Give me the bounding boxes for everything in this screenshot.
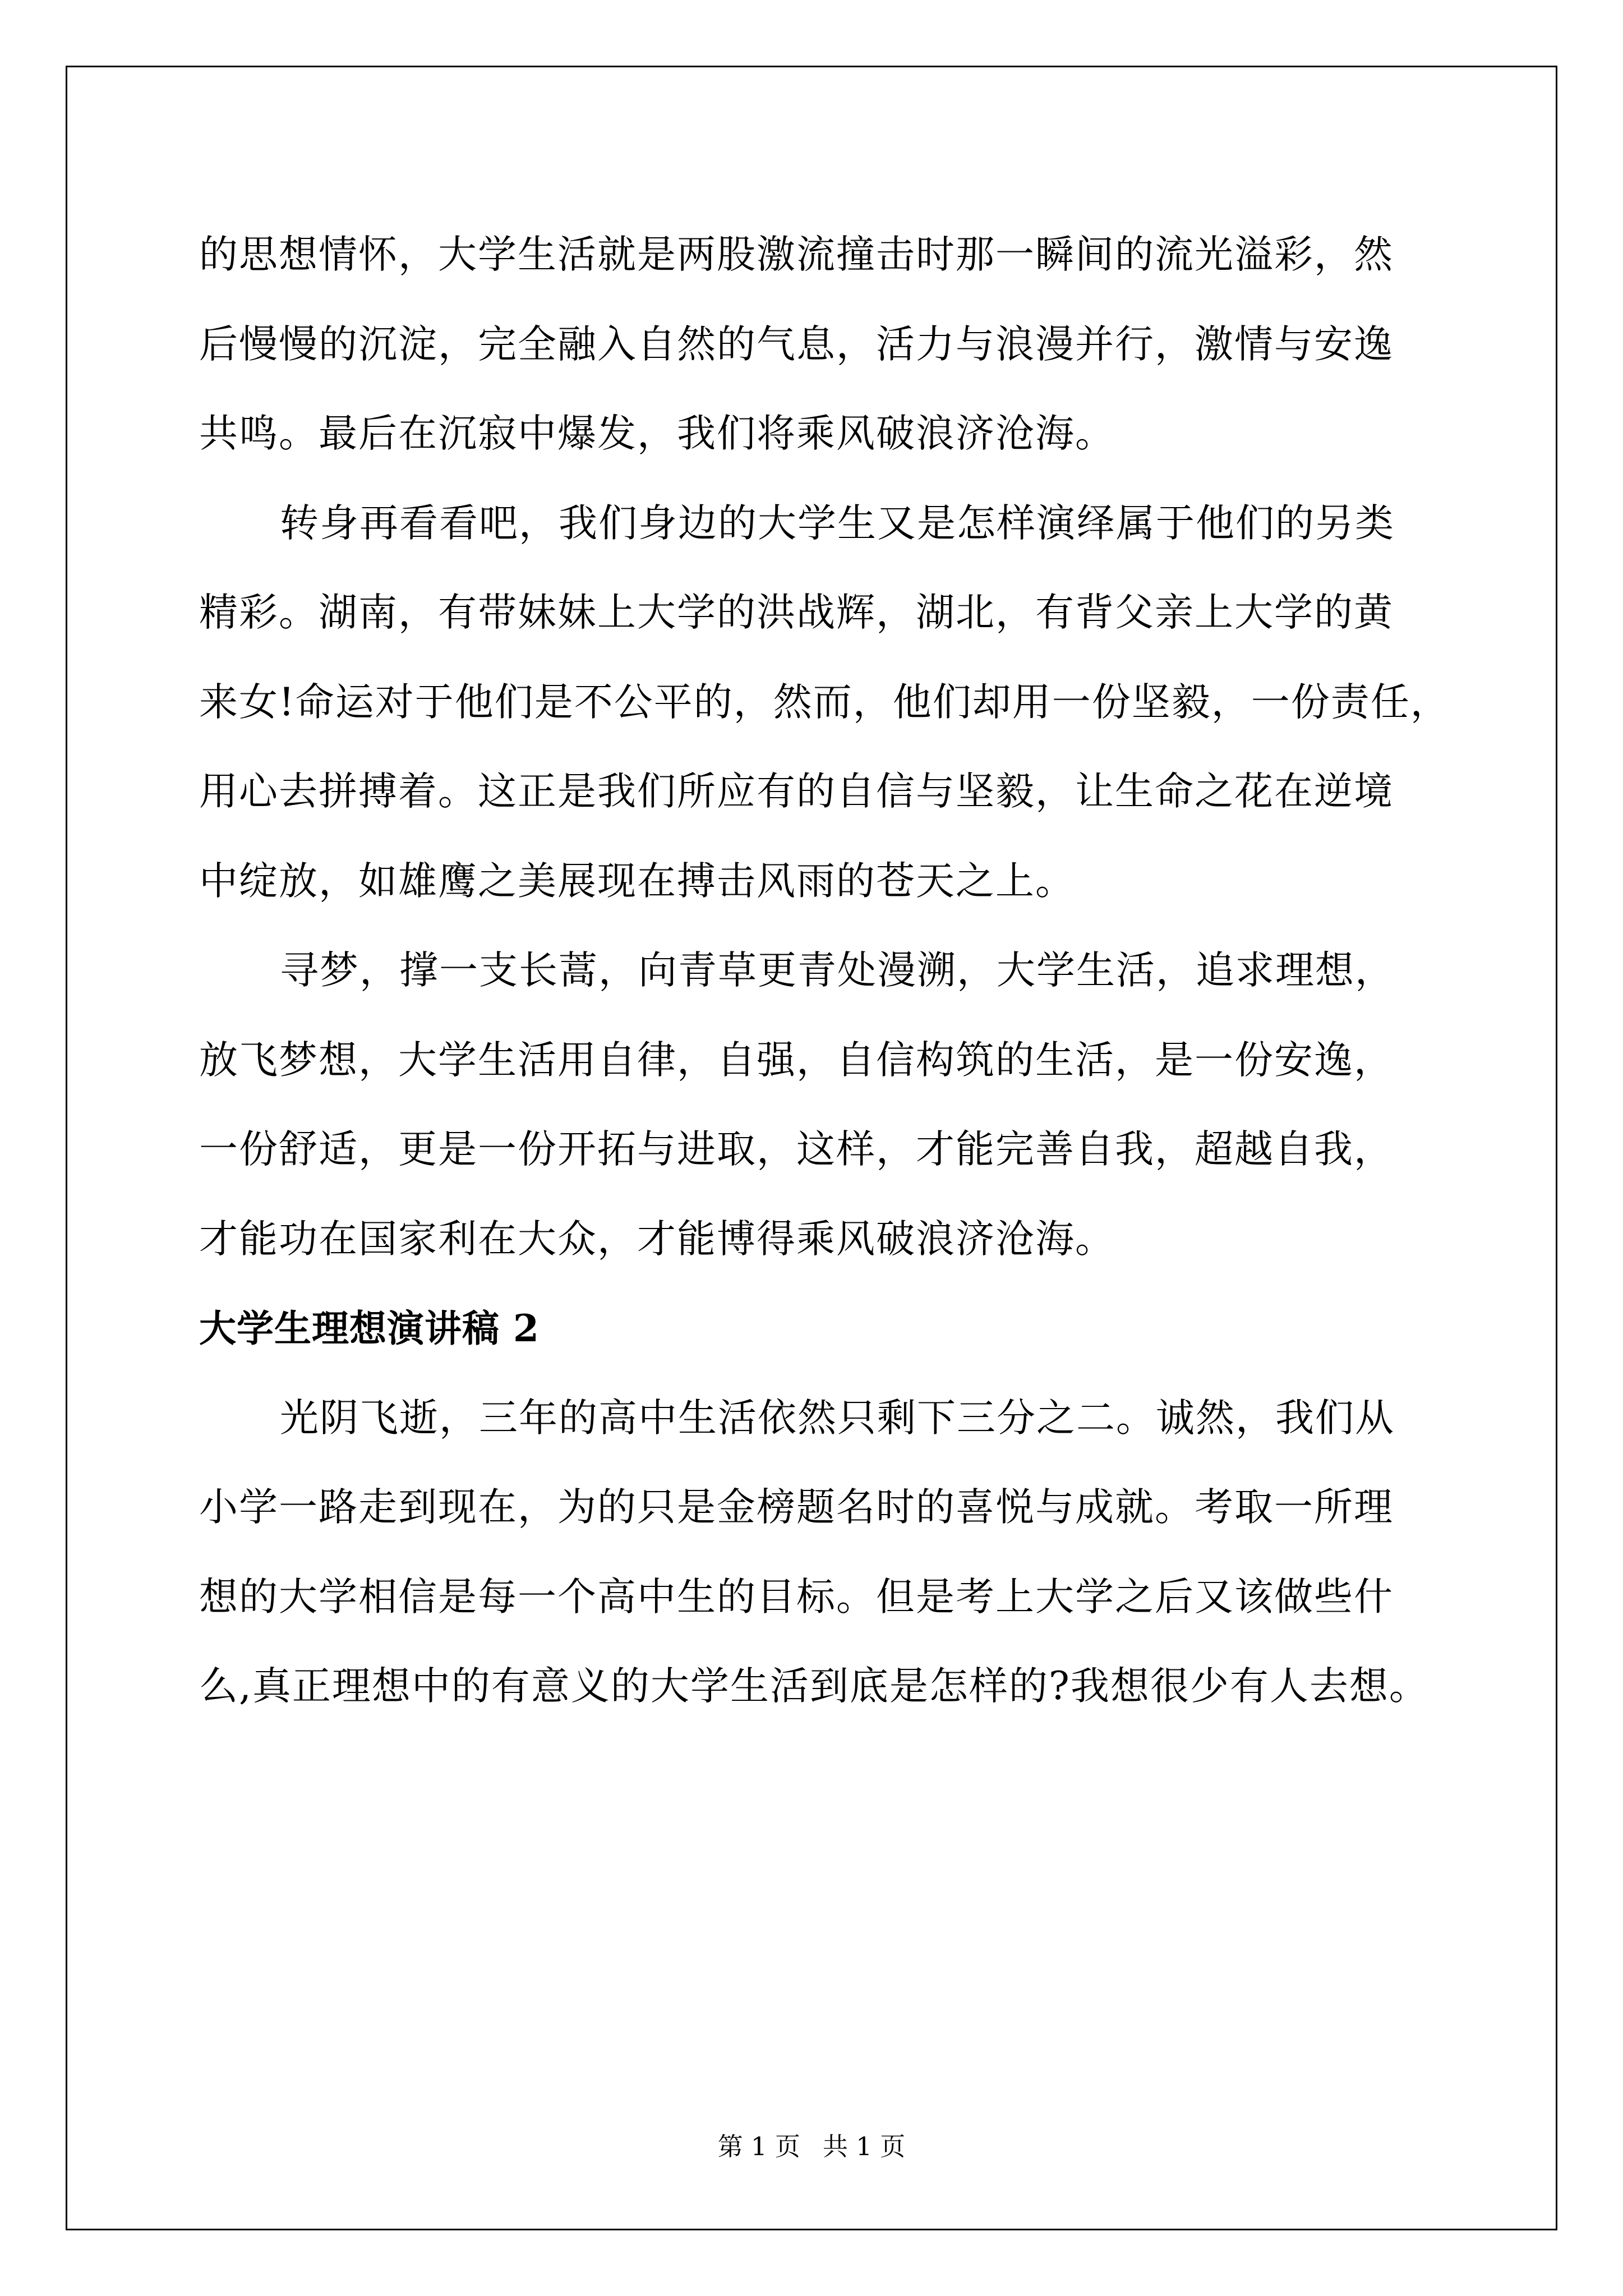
text-line: 放飞梦想，大学生活用自律，自强，自信构筑的生活，是一份安逸， bbox=[199, 1037, 1394, 1083]
section-heading: 大学生理想演讲稿 2 bbox=[199, 1306, 540, 1350]
text-line: 才能功在国家利在大众，才能博得乘风破浪济沧海。 bbox=[199, 1216, 1115, 1262]
text-line: 用心去拼搏着。这正是我们所应有的自信与坚毅，让生命之花在逆境 bbox=[199, 769, 1394, 814]
text-line: 想的大学相信是每一个高中生的目标。但是考上大学之后又该做些什 bbox=[199, 1574, 1394, 1619]
page-total: 共 1 页 bbox=[823, 2132, 906, 2161]
text-line: 精彩。湖南，有带妹妹上大学的洪战辉，湖北，有背父亲上大学的黄 bbox=[199, 590, 1394, 635]
text-line: 后慢慢的沉淀，完全融入自然的气息，活力与浪漫并行，激情与安逸 bbox=[199, 321, 1394, 367]
page-footer bbox=[0, 2130, 1623, 2164]
text-line: 小学一路走到现在，为的只是金榜题名时的喜悦与成就。考取一所理 bbox=[199, 1485, 1394, 1530]
text-line: 么,真正理想中的有意义的大学生活到底是怎样的?我想很少有人去想。 bbox=[199, 1664, 1429, 1709]
text-line: 中绽放，如雄鹰之美展现在搏击风雨的苍天之上。 bbox=[199, 858, 1075, 904]
page-number: 第 1 页 bbox=[717, 2132, 800, 2161]
text-line: 的思想情怀，大学生活就是两股激流撞击时那一瞬间的流光溢彩，然 bbox=[199, 232, 1394, 277]
paragraph-3 bbox=[199, 926, 1433, 1284]
text-line: 转身再看看吧，我们身边的大学生又是怎样演绎属于他们的另类 bbox=[280, 500, 1395, 546]
document-body bbox=[199, 210, 1450, 1732]
paragraph-2 bbox=[199, 479, 1450, 927]
text-line: 共鸣。最后在沉寂中爆发，我们将乘风破浪济沧海。 bbox=[199, 411, 1115, 456]
text-line: 寻梦，撑一支长蒿，向青草更青处漫溯，大学生活，追求理想， bbox=[280, 948, 1395, 993]
text-line: 光阴飞逝，三年的高中生活依然只剩下三分之二。诚然，我们从 bbox=[280, 1395, 1395, 1441]
text-line: 来女!命运对于他们是不公平的，然而，他们却用一份坚毅，一份责任， bbox=[199, 679, 1450, 725]
paragraph-1 bbox=[199, 210, 1433, 479]
paragraph-4 bbox=[199, 1374, 1433, 1732]
text-line: 一份舒适，更是一份开拓与进取，这样，才能完善自我，超越自我， bbox=[199, 1127, 1394, 1172]
